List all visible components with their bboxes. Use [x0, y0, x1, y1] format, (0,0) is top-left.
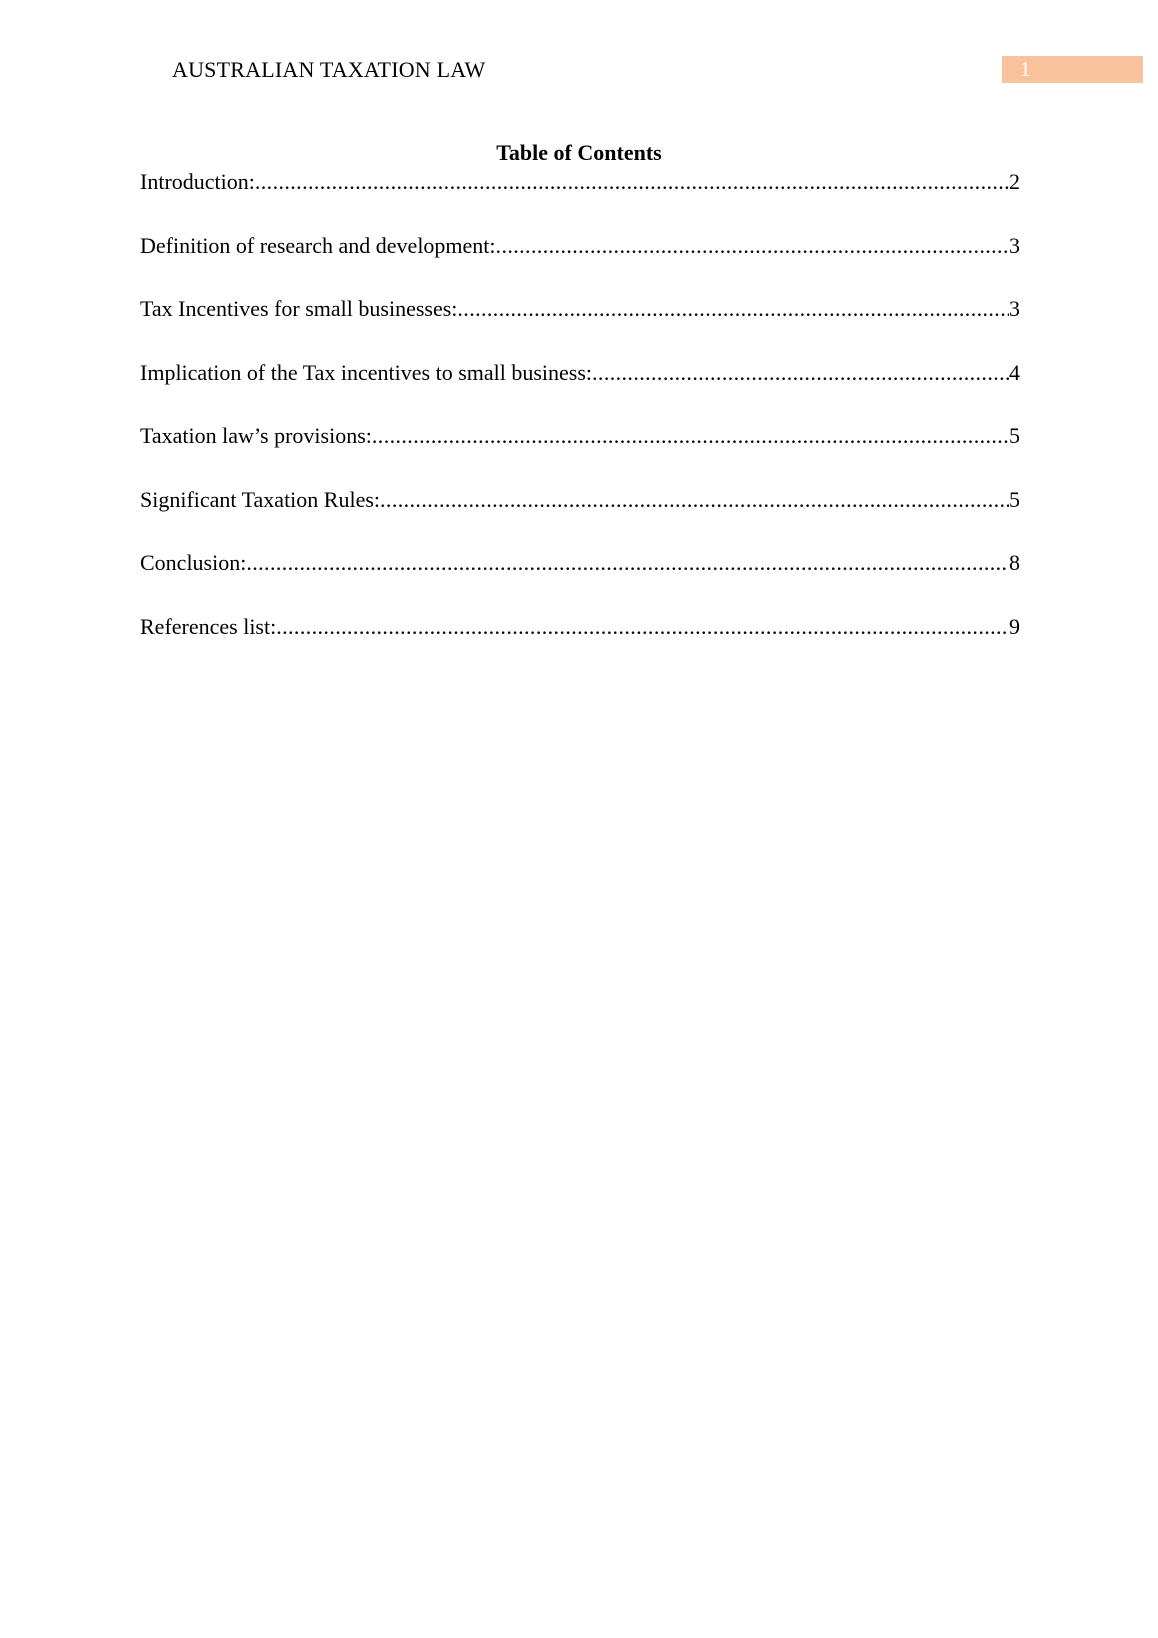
toc-entry-introduction[interactable]	[140, 168, 1020, 232]
toc-entry-implication[interactable]	[140, 359, 1020, 423]
page-number: 1	[1020, 57, 1031, 81]
running-header-title: AUSTRALIAN TAXATION LAW	[172, 57, 486, 82]
toc-entry-page: 3	[1009, 232, 1020, 258]
toc-entry-label: Significant Taxation Rules:	[140, 486, 381, 512]
toc-entry-conclusion[interactable]	[140, 549, 1020, 613]
toc-entry-provisions[interactable]	[140, 422, 1020, 486]
toc-dot-leader	[372, 422, 1009, 450]
page-number-box	[1002, 56, 1143, 83]
toc-entry-definition[interactable]	[140, 232, 1020, 296]
toc-entry-label: Tax Incentives for small businesses:	[140, 296, 458, 321]
toc-dot-leader	[380, 486, 1009, 514]
toc-entry-label: Implication of the Tax incentives to small business:	[140, 359, 593, 385]
toc-entry-page: 3	[1009, 296, 1020, 321]
table-of-contents	[140, 168, 1020, 676]
toc-entry-tax-incentives[interactable]	[140, 295, 1020, 359]
toc-entry-page: 8	[1009, 550, 1020, 575]
toc-entry-page: 5	[1009, 423, 1020, 448]
toc-dot-leader	[276, 613, 1009, 641]
toc-entry-page: 4	[1009, 359, 1020, 385]
toc-dot-leader	[592, 359, 1009, 387]
toc-heading: Table of Contents	[496, 140, 662, 165]
toc-entry-label: Definition of research and development:	[140, 232, 496, 258]
toc-entry-label: Taxation law’s provisions:	[140, 423, 372, 448]
toc-dot-leader	[246, 549, 1009, 577]
toc-entry-page: 5	[1009, 486, 1020, 512]
toc-entry-label: Conclusion:	[140, 550, 247, 575]
toc-dot-leader	[457, 295, 1009, 323]
toc-dot-leader	[496, 232, 1009, 260]
toc-entry-page: 2	[1009, 169, 1020, 194]
toc-entry-references[interactable]	[140, 613, 1020, 677]
toc-entry-page: 9	[1009, 613, 1020, 639]
toc-entry-label: Introduction:	[140, 169, 255, 194]
toc-entry-label: References list:	[140, 613, 277, 639]
toc-entry-significant-rules[interactable]	[140, 486, 1020, 550]
toc-dot-leader	[255, 168, 1009, 196]
